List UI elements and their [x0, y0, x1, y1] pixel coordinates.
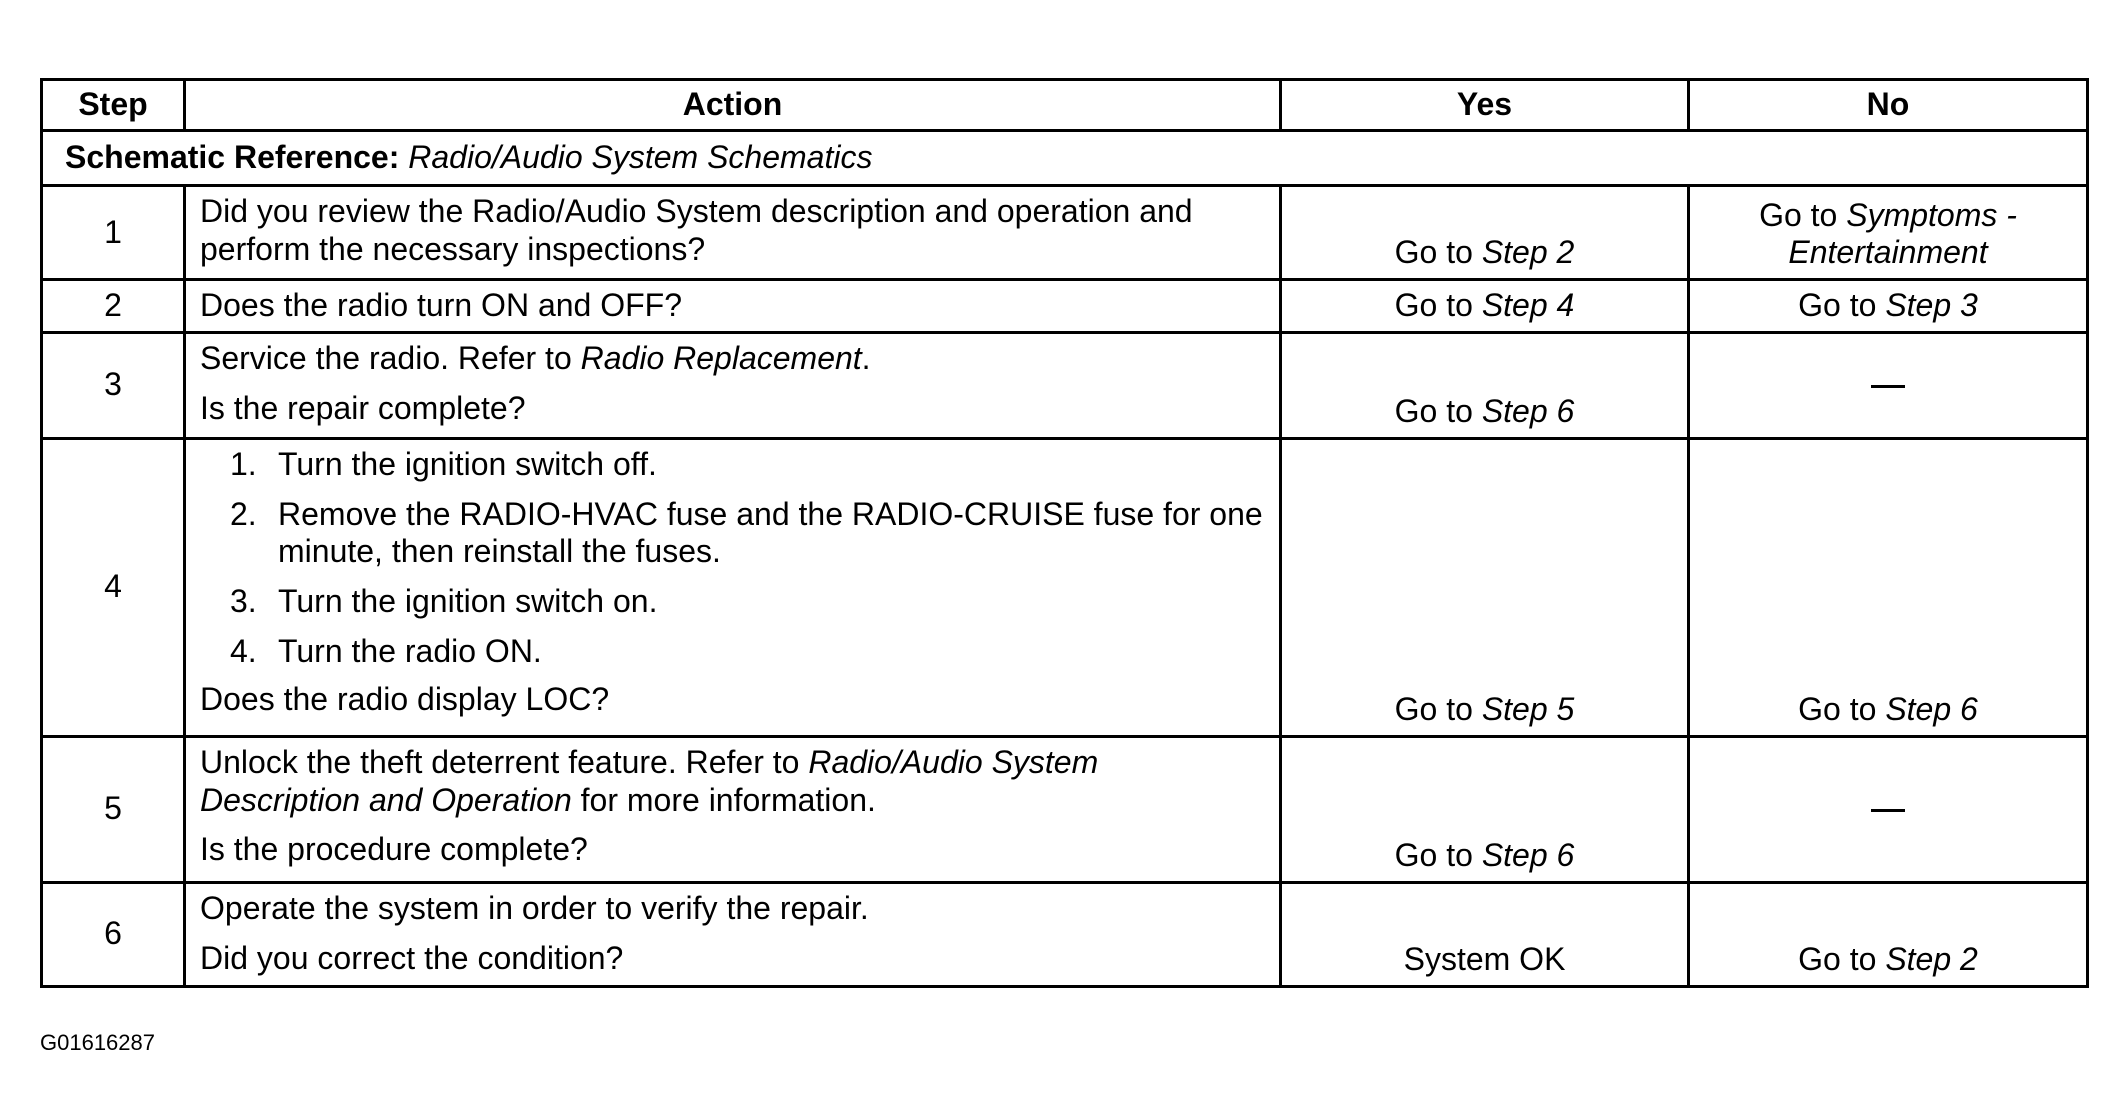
- substep-number: 3.: [230, 583, 257, 619]
- action-cell: [185, 186, 1281, 280]
- no-dash: [1871, 809, 1905, 812]
- schematic-reference-label: Schematic Reference:: [65, 139, 400, 176]
- substep-number: 4.: [230, 632, 257, 669]
- no-cell: [1689, 438, 2088, 736]
- schematic-reference-link[interactable]: Radio/Audio System Schematics: [408, 139, 873, 176]
- step-number: 6: [42, 882, 185, 986]
- action-text: Operate the system in order to verify the repair.: [200, 889, 869, 926]
- action-question: Does the radio display LOC?: [200, 680, 610, 717]
- no-cell: [1689, 332, 2088, 438]
- substep-item: [200, 583, 1263, 621]
- no-link[interactable]: Step 6: [1885, 691, 1978, 727]
- step-number: 3: [42, 332, 185, 438]
- no-cell: [1689, 186, 2088, 280]
- no-prefix: Go to: [1798, 691, 1877, 727]
- no-prefix: Go to: [1798, 941, 1877, 977]
- action-text-end: for more information.: [580, 781, 876, 818]
- no-cell: [1689, 280, 2088, 333]
- action-question: Did you correct the condition?: [200, 939, 624, 976]
- table-row: [42, 280, 2088, 333]
- action-question: Is the repair complete?: [200, 389, 526, 426]
- yes-cell: [1281, 186, 1689, 280]
- diagnostic-table: [40, 78, 2089, 988]
- action-question: Is the procedure complete?: [200, 831, 588, 868]
- yes-prefix: Go to: [1394, 691, 1473, 727]
- substep-number: 2.: [230, 495, 257, 532]
- table-row: [42, 438, 2088, 736]
- action-cell: [185, 882, 1281, 986]
- yes-result: System OK: [1403, 941, 1566, 977]
- action-reference-link[interactable]: Radio/Audio System Description and Operation: [200, 743, 1099, 818]
- yes-link[interactable]: Step 6: [1481, 393, 1575, 429]
- step-number: 1: [42, 186, 185, 280]
- schematic-reference-row: [42, 131, 2088, 186]
- yes-cell: [1281, 438, 1689, 736]
- substep-number: 1.: [230, 445, 257, 482]
- schematic-reference-cell: [42, 131, 2088, 186]
- yes-cell: [1281, 280, 1689, 333]
- no-link[interactable]: Symptoms - Entertainment: [1788, 196, 2017, 271]
- header-yes: Yes: [1281, 80, 1689, 131]
- step-number: 5: [42, 736, 185, 882]
- header-row: [42, 80, 2088, 131]
- substep-text: Turn the ignition switch off.: [278, 445, 657, 482]
- yes-link[interactable]: Step 2: [1481, 234, 1575, 271]
- no-prefix: Go to: [1798, 287, 1877, 323]
- no-dash: [1871, 385, 1905, 388]
- table-row: [42, 332, 2088, 438]
- header-action: Action: [185, 80, 1281, 131]
- action-text: Does the radio turn ON and OFF?: [200, 287, 682, 323]
- yes-cell: [1281, 882, 1689, 986]
- yes-prefix: Go to: [1394, 287, 1473, 323]
- substep-item: [200, 446, 1263, 484]
- step-number: 2: [42, 280, 185, 333]
- action-cell: [185, 438, 1281, 736]
- substep-text: Turn the radio ON.: [278, 632, 542, 669]
- header-no: No: [1689, 80, 2088, 131]
- substep-item: [200, 633, 1263, 671]
- action-text: Did you review the Radio/Audio System description and operation and perform the necessary inspections?: [200, 193, 1193, 267]
- action-text-lead: Unlock the theft deterrent feature. Refer to: [200, 743, 800, 780]
- substep-item: [200, 496, 1263, 572]
- yes-cell: [1281, 736, 1689, 882]
- action-text-end: .: [861, 339, 871, 376]
- no-cell: [1689, 882, 2088, 986]
- action-text-lead: Service the radio. Refer to: [200, 339, 572, 376]
- action-cell: [185, 280, 1281, 333]
- yes-cell: [1281, 332, 1689, 438]
- table-row: [42, 882, 2088, 986]
- action-cell: [185, 332, 1281, 438]
- action-text: [200, 744, 1263, 820]
- substep-list: [200, 446, 1263, 671]
- header-step: Step: [42, 80, 185, 131]
- figure-id: G01616287: [40, 1030, 155, 1055]
- action-cell: [185, 736, 1281, 882]
- no-cell: [1689, 736, 2088, 882]
- action-reference-link[interactable]: Radio Replacement: [580, 339, 862, 376]
- no-link[interactable]: Step 3: [1885, 287, 1978, 323]
- substep-text: Turn the ignition switch on.: [278, 583, 658, 619]
- yes-link[interactable]: Step 4: [1481, 287, 1575, 323]
- action-text: [200, 340, 1263, 378]
- yes-link[interactable]: Step 5: [1481, 691, 1575, 727]
- yes-prefix: Go to: [1394, 234, 1473, 271]
- yes-link[interactable]: Step 6: [1481, 837, 1575, 873]
- yes-prefix: Go to: [1394, 837, 1473, 873]
- table-row: [42, 736, 2088, 882]
- substep-text: Remove the RADIO-HVAC fuse and the RADIO-CRUISE fuse for one minute, then reinstall the fuses.: [278, 495, 1263, 570]
- table-row: [42, 186, 2088, 280]
- yes-prefix: Go to: [1394, 393, 1473, 429]
- step-number: 4: [42, 438, 185, 736]
- no-link[interactable]: Step 2: [1885, 941, 1978, 977]
- no-prefix: Go to: [1759, 196, 1838, 233]
